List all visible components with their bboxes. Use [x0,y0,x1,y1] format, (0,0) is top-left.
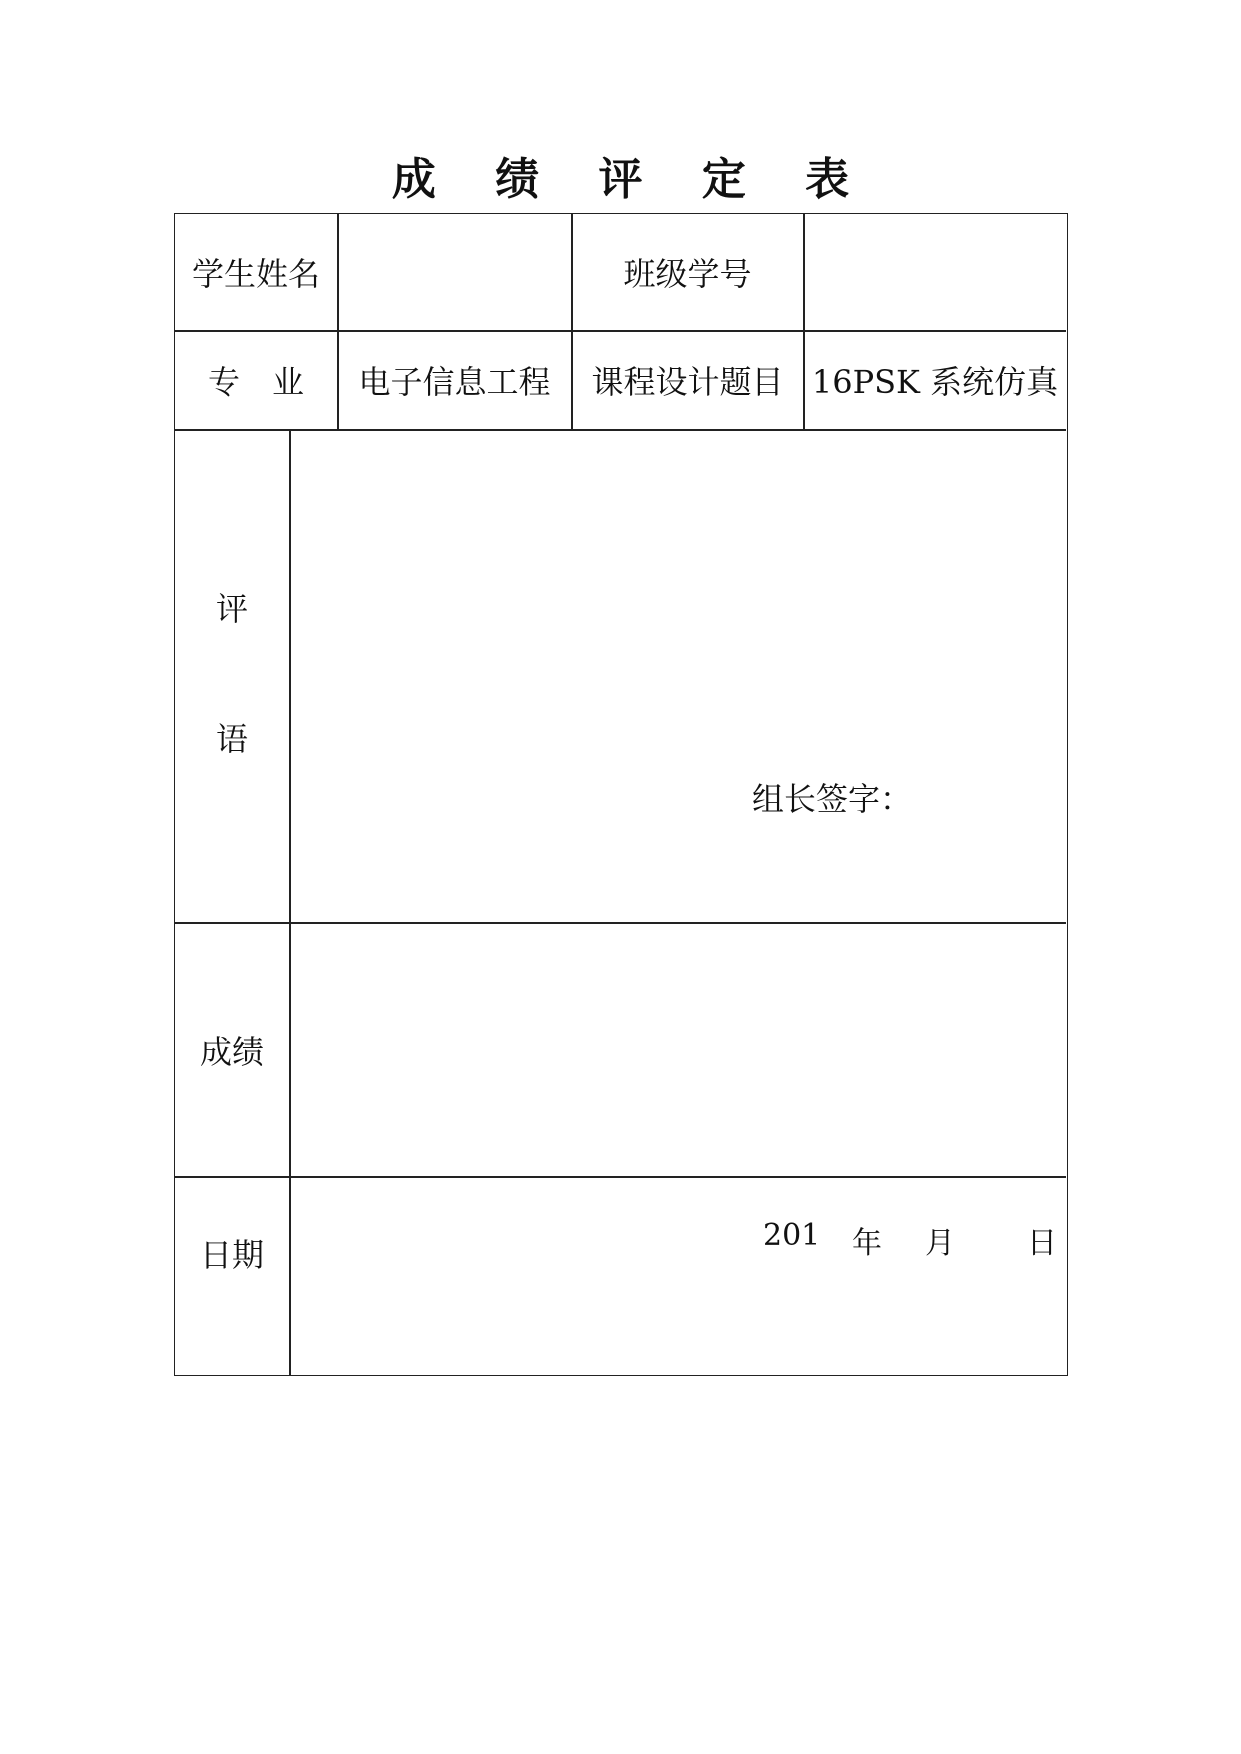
grade-label: 成绩 [199,1032,264,1071]
date-month-unit: 月 [925,1226,955,1261]
comment-label-top: 评 [215,590,248,628]
column-divider [289,429,291,1375]
date-label: 日期 [199,1236,264,1274]
major-label: 专 业 [207,363,304,401]
row-divider [175,1176,1066,1178]
comment-label-bottom: 语 [215,720,248,758]
course-topic-label: 课程设计题目 [591,363,784,401]
class-id-field[interactable] [804,214,1066,330]
major-value: 电子信息工程 [358,363,551,401]
date-year-prefix: 201 [763,1218,821,1253]
date-day-unit: 日 [1027,1226,1057,1261]
page-title: 成 绩 评 定 表 [391,154,872,205]
grade-field[interactable] [291,923,1066,1176]
student-name-field[interactable] [338,214,571,330]
row-divider [175,429,1066,431]
student-name-label: 学生姓名 [191,255,320,293]
grade-form-table [174,213,1068,1376]
course-topic-value: 16PSK 系统仿真 [811,363,1059,401]
date-year-unit: 年 [852,1226,882,1261]
signature-label: 组长签字： [752,780,913,818]
class-id-label: 班级学号 [623,255,752,293]
